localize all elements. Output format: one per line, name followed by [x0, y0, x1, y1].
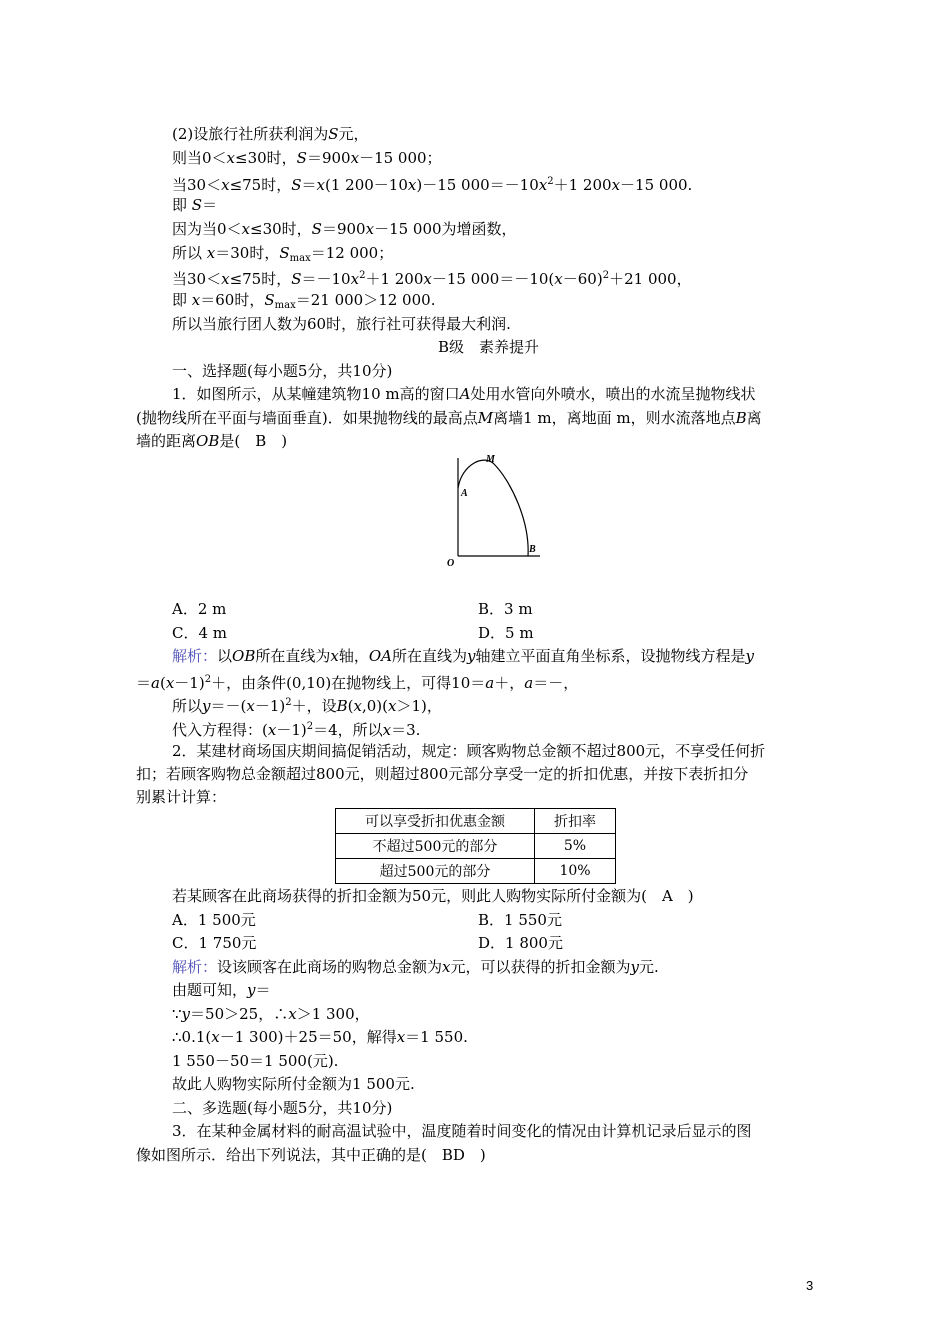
p2-conclusion: 所以当旅行团人数为60时，旅行社可获得最大利润. — [172, 315, 511, 333]
table-cell: 超过500元的部分 — [336, 859, 535, 884]
q2-solution-line2: 由题可知，y＝ — [172, 981, 271, 999]
q2-line2: 扣；若顾客购物总金额超过800元，则超过800元部分享受一定的折扣优惠，并按下表折扣分 — [136, 765, 749, 783]
q1-solution-line1: 解析：以OB所在直线为x轴，OA所在直线为y轴建立平面直角坐标系，设抛物线方程是y — [172, 647, 754, 665]
q2-solution-line3: ∵y＝50＞25，∴x＞1 300， — [172, 1005, 370, 1023]
q1-solution-line3: 所以$y=-(x-1)^2+$，设B(x,0)(x＞1)， — [172, 697, 442, 715]
q2-option-b: B．1 550元 — [478, 911, 562, 929]
table-header-cell: 折扣率 — [535, 809, 616, 834]
q1-line2: (抛物线所在平面与墙面垂直)．如果抛物线的最高点M离墙1 m，离地面 m，则水流落地点B离 — [136, 409, 762, 427]
water-parabola — [458, 460, 528, 556]
q3-line2: 像如图所示．给出下列说法，其中正确的是( BD ) — [136, 1146, 486, 1164]
section-multi-title: 二、多选题(每小题5分，共10分) — [172, 1099, 393, 1117]
q2-option-c: C．1 750元 — [172, 934, 257, 952]
q2-option-a: A．1 500元 — [172, 911, 256, 929]
p2-case1: 则当0＜x≤30时，S＝900x－15 000； — [172, 149, 442, 167]
level-title: B级 素养提升 — [438, 338, 540, 356]
label-A: A — [461, 488, 468, 499]
table-row — [336, 834, 616, 859]
q1-solution-line4: 代入方程得：$(x-1)^2=4$，所以x＝3. — [172, 721, 421, 739]
q1-option-a: A．2 m — [172, 600, 227, 618]
q2-option-d: D．1 800元 — [478, 934, 563, 952]
p2-max2: 即 x＝60时，$S_{max}=21$ 000＞12 000. — [172, 291, 436, 311]
q3-line1: 3．在某种金属材料的耐高温试验中，温度随着时间变化的情况由计算机记录后显示的图 — [172, 1122, 752, 1140]
label-M: M — [486, 454, 495, 465]
q1-option-d: D．5 m — [478, 624, 534, 642]
table-cell: 10% — [535, 859, 616, 884]
p2-piecewise: 即 S＝ — [172, 196, 218, 214]
q2-line1: 2．某建材商场国庆期间搞促销活动，规定：顾客购物总金额不超过800元，不享受任何折 — [172, 742, 766, 760]
q2-line3: 别累计计算： — [136, 788, 227, 806]
page-number: 3 — [806, 1278, 814, 1293]
q1-solution-line2: $=a(x-1)^2+$，由条件(0,10)在抛物线上，可得10＝a＋，a＝－， — [136, 674, 579, 692]
p2-max1: 所以 x＝30时，$S_{max}=12$ 000； — [172, 244, 394, 264]
table-cell: 不超过500元的部分 — [336, 834, 535, 859]
label-O: O — [447, 558, 455, 569]
label-B: B — [529, 544, 536, 555]
table-header-cell: 可以享受折扣优惠金额 — [336, 809, 535, 834]
discount-table — [335, 808, 616, 884]
p2-header: (2)设旅行社所获利润为S元， — [172, 125, 369, 143]
section-choice-title: 一、选择题(每小题5分，共10分) — [172, 362, 393, 380]
table-row — [336, 859, 616, 884]
q2-solution-line1: 解析：设该顾客在此商场的购物总金额为x元，可以获得的折扣金额为y元. — [172, 958, 659, 976]
parabola-figure — [440, 448, 550, 573]
q2-question: 若某顾客在此商场获得的折扣金额为50元，则此人购物实际所付金额为( A ) — [172, 887, 694, 905]
table-header-row — [336, 809, 616, 834]
q2-solution-line5: 1 550－50＝1 500(元). — [172, 1052, 339, 1070]
q1-line1: 1．如图所示，从某幢建筑物10 m高的窗口A处用水管向外喷水，喷出的水流呈抛物线状 — [172, 385, 756, 403]
q2-solution-line6: 故此人购物实际所付金额为1 500元. — [172, 1075, 415, 1093]
p2-case2: 当30＜x≤75时，S＝x(1 200－10x)－15 $000=-10x^2+1$ 200x－15 000. — [172, 176, 693, 194]
p2-increasing: 因为当0＜x≤30时，S＝900x－15 000为增函数， — [172, 220, 517, 238]
q1-line3: 墙的距离OB是( B ) — [136, 432, 288, 450]
q1-option-c: C．4 m — [172, 624, 228, 642]
p2-case3: 当30＜x≤75时，$S=-10x^2+1$ 200x－15 $000=-10(x-60)^2+21$ 000， — [172, 270, 692, 288]
q2-solution-line4: ∴0.1(x－1 300)＋25＝50，解得x＝1 550. — [172, 1028, 468, 1046]
q1-option-b: B．3 m — [478, 600, 533, 618]
table-cell: 5% — [535, 834, 616, 859]
